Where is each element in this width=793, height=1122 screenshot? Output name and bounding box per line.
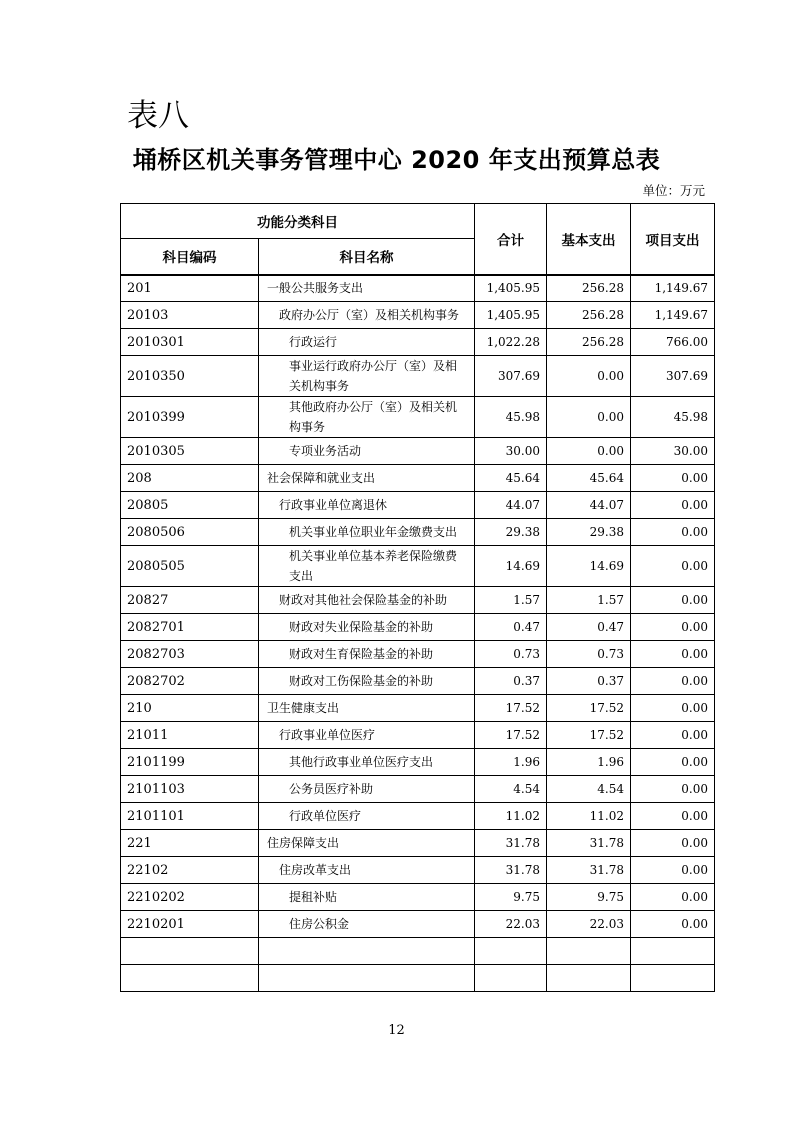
- table-row: [121, 546, 715, 587]
- table-row: [121, 641, 715, 668]
- empty-cell: [121, 965, 259, 992]
- row-total-cell: 1.96: [475, 749, 547, 776]
- table-row: [121, 397, 715, 438]
- row-name-cell: 专项业务活动: [259, 438, 475, 465]
- row-total-cell: 17.52: [475, 722, 547, 749]
- row-code-cell: 2210202: [121, 884, 259, 911]
- row-project-cell: 0.00: [631, 830, 715, 857]
- row-basic-cell: 0.73: [547, 641, 631, 668]
- row-name-cell: 政府办公厅（室）及相关机构事务: [259, 302, 475, 329]
- row-total-cell: 14.69: [475, 546, 547, 587]
- row-total-cell: 1,022.28: [475, 329, 547, 356]
- table-row: [121, 329, 715, 356]
- table-row: [121, 695, 715, 722]
- row-name-cell: 卫生健康支出: [259, 695, 475, 722]
- row-project-cell: 0.00: [631, 722, 715, 749]
- header-project: 项目支出: [631, 204, 715, 275]
- row-code-cell: 2101199: [121, 749, 259, 776]
- empty-cell: [475, 965, 547, 992]
- row-project-cell: 30.00: [631, 438, 715, 465]
- row-code-cell: 2101101: [121, 803, 259, 830]
- row-name-cell: 财政对工伤保险基金的补助: [259, 668, 475, 695]
- row-project-cell: 0.00: [631, 587, 715, 614]
- header-code: 科目编码: [121, 239, 259, 275]
- row-name-cell: 机关事业单位职业年金缴费支出: [259, 519, 475, 546]
- row-total-cell: 11.02: [475, 803, 547, 830]
- table-row: [121, 302, 715, 329]
- header-total: 合计: [475, 204, 547, 275]
- row-basic-cell: 1.96: [547, 749, 631, 776]
- row-code-cell: 21011: [121, 722, 259, 749]
- row-name-cell: 住房公积金: [259, 911, 475, 938]
- row-project-cell: 0.00: [631, 492, 715, 519]
- row-total-cell: 22.03: [475, 911, 547, 938]
- row-name-cell: 社会保障和就业支出: [259, 465, 475, 492]
- row-basic-cell: 45.64: [547, 465, 631, 492]
- row-project-cell: 0.00: [631, 546, 715, 587]
- row-name-cell: 一般公共服务支出: [259, 275, 475, 302]
- row-total-cell: 45.98: [475, 397, 547, 438]
- empty-cell: [547, 938, 631, 965]
- row-name-cell: 其他政府办公厅（室）及相关机构事务: [259, 397, 475, 438]
- row-name-cell: 行政事业单位医疗: [259, 722, 475, 749]
- document-title: 埇桥区机关事务管理中心 2020 年支出预算总表: [132, 146, 661, 174]
- row-total-cell: 45.64: [475, 465, 547, 492]
- page-number: 12: [388, 1023, 405, 1038]
- row-total-cell: 0.73: [475, 641, 547, 668]
- empty-cell: [547, 965, 631, 992]
- header-name: 科目名称: [259, 239, 475, 275]
- table-row: [121, 614, 715, 641]
- row-code-cell: 22102: [121, 857, 259, 884]
- row-project-cell: 0.00: [631, 465, 715, 492]
- row-name-cell: 其他行政事业单位医疗支出: [259, 749, 475, 776]
- row-total-cell: 29.38: [475, 519, 547, 546]
- row-total-cell: 30.00: [475, 438, 547, 465]
- table-row: [121, 492, 715, 519]
- row-basic-cell: 256.28: [547, 302, 631, 329]
- row-project-cell: 0.00: [631, 776, 715, 803]
- row-code-cell: 2010399: [121, 397, 259, 438]
- row-project-cell: 307.69: [631, 356, 715, 397]
- row-name-cell: 公务员医疗补助: [259, 776, 475, 803]
- row-basic-cell: 17.52: [547, 695, 631, 722]
- row-project-cell: 0.00: [631, 749, 715, 776]
- row-name-cell: 行政事业单位离退休: [259, 492, 475, 519]
- row-code-cell: 210: [121, 695, 259, 722]
- table-row: [121, 749, 715, 776]
- empty-cell: [631, 938, 715, 965]
- table-row: [121, 884, 715, 911]
- row-name-cell: 行政运行: [259, 329, 475, 356]
- table-body: [121, 275, 715, 992]
- row-project-cell: 0.00: [631, 803, 715, 830]
- row-code-cell: 2010350: [121, 356, 259, 397]
- row-code-cell: 2082702: [121, 668, 259, 695]
- header-basic: 基本支出: [547, 204, 631, 275]
- row-code-cell: 2080505: [121, 546, 259, 587]
- table-row: [121, 519, 715, 546]
- row-code-cell: 2010305: [121, 438, 259, 465]
- row-basic-cell: 44.07: [547, 492, 631, 519]
- row-basic-cell: 0.00: [547, 438, 631, 465]
- table-row: [121, 911, 715, 938]
- row-name-cell: 财政对生育保险基金的补助: [259, 641, 475, 668]
- row-total-cell: 44.07: [475, 492, 547, 519]
- table-row: [121, 830, 715, 857]
- table-row: [121, 668, 715, 695]
- row-code-cell: 2082703: [121, 641, 259, 668]
- row-project-cell: 0.00: [631, 884, 715, 911]
- row-basic-cell: 1.57: [547, 587, 631, 614]
- row-total-cell: 1,405.95: [475, 302, 547, 329]
- row-basic-cell: 11.02: [547, 803, 631, 830]
- row-basic-cell: 0.47: [547, 614, 631, 641]
- empty-row: [121, 938, 715, 965]
- row-project-cell: 0.00: [631, 911, 715, 938]
- row-name-cell: 财政对其他社会保险基金的补助: [259, 587, 475, 614]
- row-code-cell: 2082701: [121, 614, 259, 641]
- row-total-cell: 1,405.95: [475, 275, 547, 302]
- row-project-cell: 0.00: [631, 668, 715, 695]
- row-code-cell: 20827: [121, 587, 259, 614]
- row-total-cell: 307.69: [475, 356, 547, 397]
- header-row-1: [121, 204, 715, 239]
- row-code-cell: 201: [121, 275, 259, 302]
- row-basic-cell: 29.38: [547, 519, 631, 546]
- row-basic-cell: 256.28: [547, 275, 631, 302]
- table-row: [121, 356, 715, 397]
- row-name-cell: 住房改革支出: [259, 857, 475, 884]
- table-row: [121, 465, 715, 492]
- budget-table: [120, 203, 715, 992]
- row-code-cell: 221: [121, 830, 259, 857]
- row-total-cell: 1.57: [475, 587, 547, 614]
- row-code-cell: 20103: [121, 302, 259, 329]
- unit-note: 单位：万元: [642, 183, 705, 198]
- empty-cell: [631, 965, 715, 992]
- row-project-cell: 1,149.67: [631, 275, 715, 302]
- row-project-cell: 1,149.67: [631, 302, 715, 329]
- row-total-cell: 4.54: [475, 776, 547, 803]
- row-name-cell: 住房保障支出: [259, 830, 475, 857]
- row-total-cell: 0.47: [475, 614, 547, 641]
- empty-cell: [259, 965, 475, 992]
- header-functional-category: 功能分类科目: [121, 204, 475, 239]
- table-row: [121, 275, 715, 302]
- row-project-cell: 0.00: [631, 857, 715, 884]
- table-row: [121, 803, 715, 830]
- empty-cell: [121, 938, 259, 965]
- row-name-cell: 财政对失业保险基金的补助: [259, 614, 475, 641]
- row-basic-cell: 9.75: [547, 884, 631, 911]
- row-project-cell: 0.00: [631, 519, 715, 546]
- row-total-cell: 9.75: [475, 884, 547, 911]
- empty-cell: [259, 938, 475, 965]
- table-row: [121, 438, 715, 465]
- row-basic-cell: 256.28: [547, 329, 631, 356]
- row-basic-cell: 31.78: [547, 857, 631, 884]
- row-code-cell: 2101103: [121, 776, 259, 803]
- table-label: 表八: [127, 98, 189, 134]
- row-name-cell: 事业运行政府办公厅（室）及相关机构事务: [259, 356, 475, 397]
- row-code-cell: 208: [121, 465, 259, 492]
- row-code-cell: 2080506: [121, 519, 259, 546]
- row-code-cell: 20805: [121, 492, 259, 519]
- row-total-cell: 0.37: [475, 668, 547, 695]
- table-row: [121, 722, 715, 749]
- row-code-cell: 2210201: [121, 911, 259, 938]
- table-row: [121, 857, 715, 884]
- row-total-cell: 31.78: [475, 857, 547, 884]
- row-total-cell: 17.52: [475, 695, 547, 722]
- row-basic-cell: 17.52: [547, 722, 631, 749]
- empty-row: [121, 965, 715, 992]
- table-row: [121, 587, 715, 614]
- row-basic-cell: 14.69: [547, 546, 631, 587]
- row-basic-cell: 22.03: [547, 911, 631, 938]
- row-project-cell: 766.00: [631, 329, 715, 356]
- empty-cell: [475, 938, 547, 965]
- row-project-cell: 0.00: [631, 695, 715, 722]
- row-name-cell: 行政单位医疗: [259, 803, 475, 830]
- row-name-cell: 提租补贴: [259, 884, 475, 911]
- row-basic-cell: 31.78: [547, 830, 631, 857]
- row-basic-cell: 0.00: [547, 397, 631, 438]
- row-code-cell: 2010301: [121, 329, 259, 356]
- row-project-cell: 0.00: [631, 641, 715, 668]
- row-name-cell: 机关事业单位基本养老保险缴费支出: [259, 546, 475, 587]
- table-row: [121, 776, 715, 803]
- row-total-cell: 31.78: [475, 830, 547, 857]
- row-basic-cell: 4.54: [547, 776, 631, 803]
- row-basic-cell: 0.37: [547, 668, 631, 695]
- row-basic-cell: 0.00: [547, 356, 631, 397]
- row-project-cell: 45.98: [631, 397, 715, 438]
- row-project-cell: 0.00: [631, 614, 715, 641]
